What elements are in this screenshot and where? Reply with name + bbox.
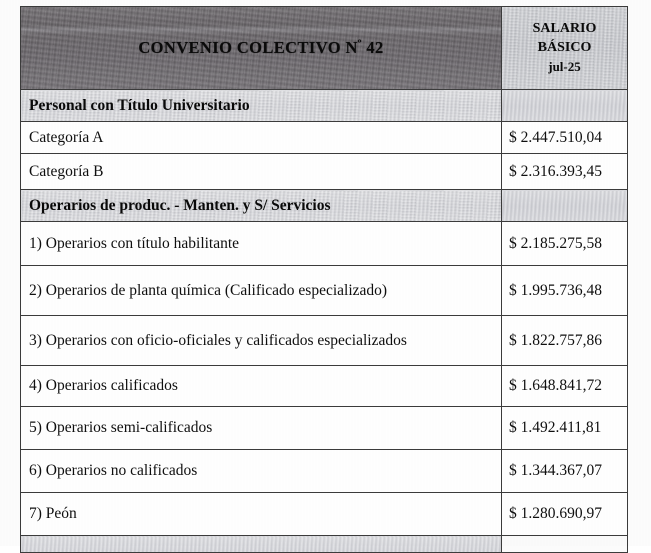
- amount-header-line2: BÁSICO: [537, 40, 592, 56]
- row-label: 7) Peón: [29, 505, 77, 522]
- row-label-cell: [21, 122, 502, 154]
- table-title-number: 42: [361, 38, 384, 58]
- row-label-cell: [21, 450, 502, 493]
- row-label: 6) Operarios no calificados: [29, 462, 198, 479]
- table-row: [21, 154, 628, 190]
- row-label-cell: [21, 266, 502, 316]
- row-label: 5) Operarios semi-calificados: [29, 419, 213, 436]
- row-amount: $ 1.344.367,07: [509, 462, 602, 479]
- table-row: [21, 90, 628, 122]
- salary-table: [20, 6, 628, 553]
- row-label: 4) Operarios calificados: [29, 377, 178, 394]
- row-label-cell: [21, 154, 502, 190]
- table-title-main: CONVENIO COLECTIVO N: [138, 38, 358, 58]
- amount-column-header: [533, 21, 597, 75]
- row-amount: $ 1.648.841,72: [509, 377, 602, 394]
- row-amount: $ 2.316.393,45: [509, 162, 602, 180]
- row-amount-cell: [502, 154, 628, 190]
- row-amount: $ 1.280.690,97: [509, 505, 602, 522]
- table-row: [21, 493, 628, 536]
- row-amount: $ 1.995.736,48: [509, 281, 602, 299]
- row-label-cell: [21, 493, 502, 536]
- row-amount-cell: [502, 122, 628, 154]
- table-title-cell: [21, 7, 502, 90]
- table-row: [21, 122, 628, 154]
- row-label-cell: [21, 316, 502, 366]
- section-header-cell: [21, 90, 502, 122]
- table-row: [21, 366, 628, 407]
- row-label: 2) Operarios de planta química (Calificado especializado): [29, 281, 388, 299]
- table-row: [21, 222, 628, 266]
- section-header-amount-cell: [502, 90, 628, 122]
- section-header-label: Operarios de produc. - Manten. y S/ Servicios: [29, 196, 331, 214]
- clipped-table-row: [21, 536, 628, 553]
- row-amount-cell: [502, 366, 628, 407]
- table-header-row: [21, 7, 628, 90]
- row-amount-cell: [502, 266, 628, 316]
- section-header-amount-cell: [502, 190, 628, 222]
- row-amount-cell: [502, 493, 628, 536]
- row-label-cell: [21, 366, 502, 407]
- ordinal-indicator: º: [357, 37, 362, 50]
- row-amount: $ 1.492.411,81: [509, 419, 602, 436]
- table-row: [21, 266, 628, 316]
- row-label: 1) Operarios con título habilitante: [29, 234, 240, 252]
- row-amount-cell: [502, 222, 628, 266]
- clipped-row-amount-cell: [502, 536, 628, 553]
- row-label: 3) Operarios con oficio-oficiales y calificados especializados: [29, 331, 407, 349]
- section-header-cell: [21, 190, 502, 222]
- table-title: [138, 38, 383, 57]
- row-amount: $ 2.185.275,58: [509, 234, 602, 252]
- section-header-label: Personal con Título Universitario: [29, 96, 250, 114]
- row-label-cell: [21, 222, 502, 266]
- row-amount-cell: [502, 407, 628, 450]
- row-amount-cell: [502, 316, 628, 366]
- row-label: Categoría A: [29, 128, 104, 146]
- amount-header-period: jul-25: [548, 58, 581, 74]
- table-row: [21, 407, 628, 450]
- row-amount-cell: [502, 450, 628, 493]
- row-amount: $ 1.822.757,86: [509, 331, 602, 349]
- clipped-row-label-cell: [21, 536, 502, 553]
- amount-column-header-cell: [502, 7, 628, 90]
- table-row: [21, 316, 628, 366]
- table-row: [21, 190, 628, 222]
- row-label-cell: [21, 407, 502, 450]
- row-label: Categoría B: [29, 162, 104, 180]
- amount-header-line1: SALARIO: [532, 20, 597, 36]
- table-row: [21, 450, 628, 493]
- row-amount: $ 2.447.510,04: [509, 128, 602, 146]
